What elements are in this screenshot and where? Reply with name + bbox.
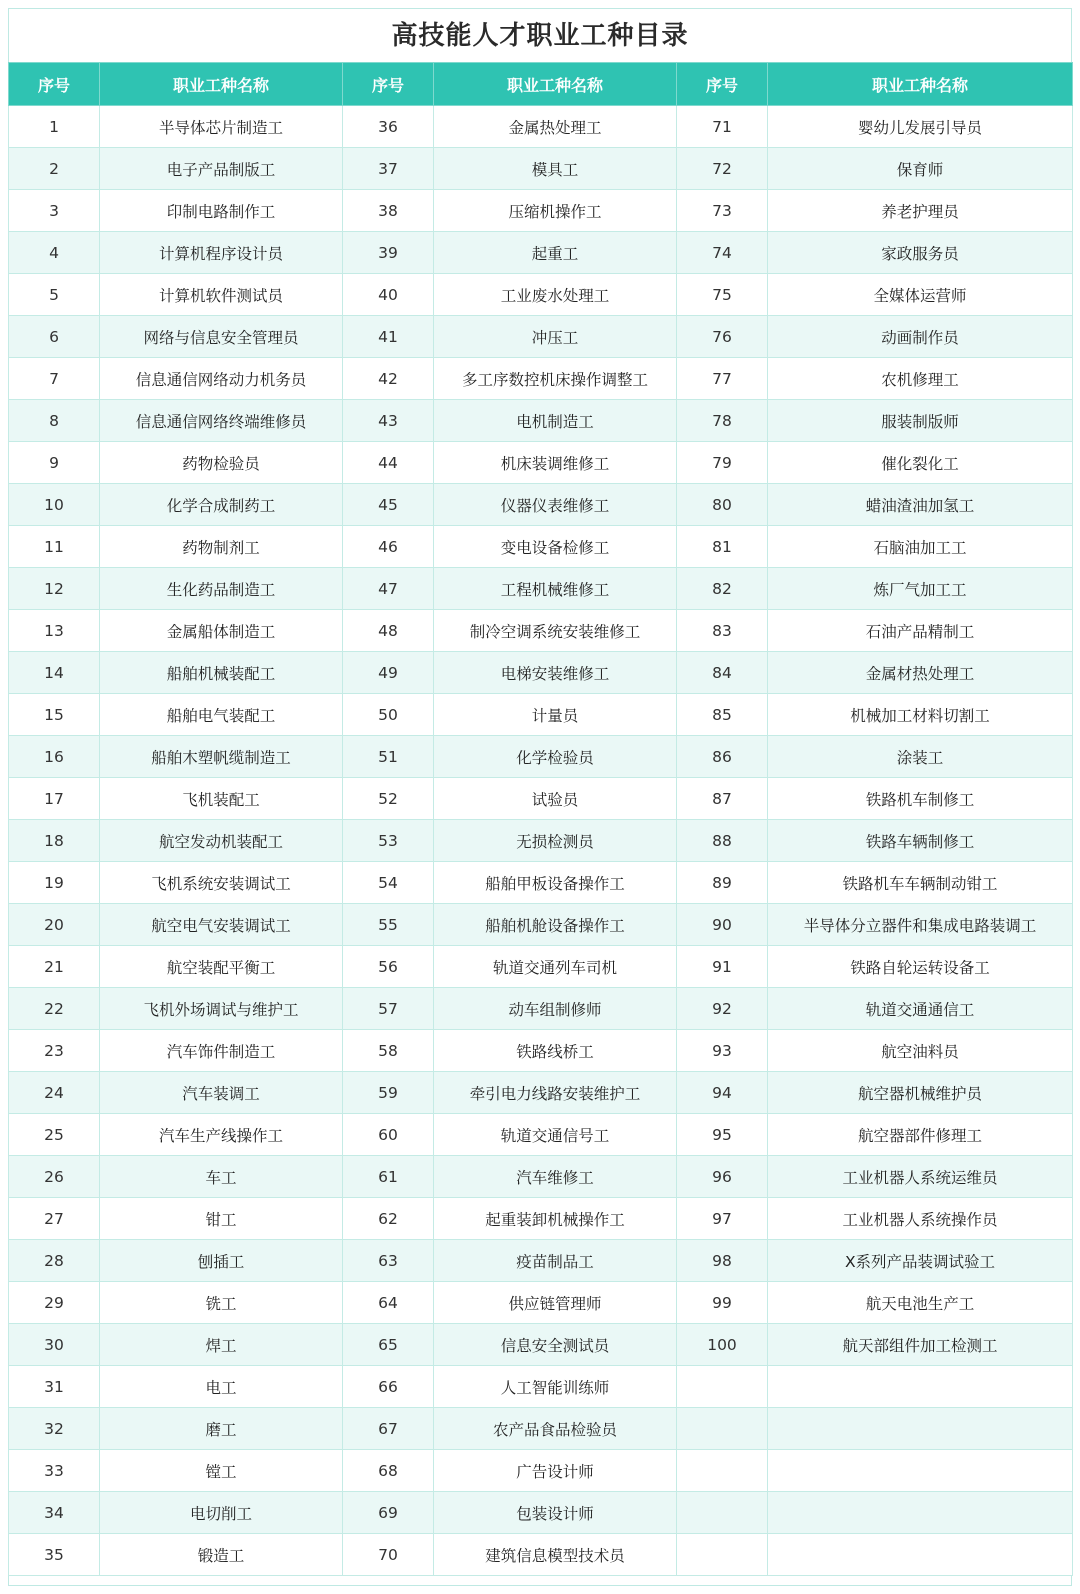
seq-cell: 12 <box>9 568 100 610</box>
job-name-cell: 工业机器人系统操作员 <box>768 1198 1073 1240</box>
job-name-cell: 计算机程序设计员 <box>100 232 343 274</box>
seq-cell: 19 <box>9 862 100 904</box>
job-name-cell: 建筑信息模型技术员 <box>434 1534 677 1576</box>
job-name-cell: 无损检测员 <box>434 820 677 862</box>
seq-cell: 70 <box>343 1534 434 1576</box>
seq-cell: 92 <box>677 988 768 1030</box>
seq-cell: 50 <box>343 694 434 736</box>
seq-cell: 63 <box>343 1240 434 1282</box>
job-name-cell: 包装设计师 <box>434 1492 677 1534</box>
seq-cell: 16 <box>9 736 100 778</box>
seq-cell: 34 <box>9 1492 100 1534</box>
job-name-cell: 石油产品精制工 <box>768 610 1073 652</box>
table-row <box>9 1240 1073 1282</box>
job-name-cell: 铁路自轮运转设备工 <box>768 946 1073 988</box>
job-name-cell: 药物制剂工 <box>100 526 343 568</box>
job-name-cell: 航天电池生产工 <box>768 1282 1073 1324</box>
seq-cell: 99 <box>677 1282 768 1324</box>
seq-cell: 59 <box>343 1072 434 1114</box>
job-name-cell: 人工智能训练师 <box>434 1366 677 1408</box>
table-row <box>9 610 1073 652</box>
job-name-cell: 机床装调维修工 <box>434 442 677 484</box>
job-name-cell: 养老护理员 <box>768 190 1073 232</box>
table-row <box>9 1030 1073 1072</box>
job-name-cell: 石脑油加工工 <box>768 526 1073 568</box>
seq-cell: 83 <box>677 610 768 652</box>
seq-cell: 26 <box>9 1156 100 1198</box>
seq-cell: 62 <box>343 1198 434 1240</box>
table-row <box>9 1282 1073 1324</box>
job-name-cell: 涂装工 <box>768 736 1073 778</box>
job-name-cell: 半导体分立器件和集成电路装调工 <box>768 904 1073 946</box>
seq-cell: 6 <box>9 316 100 358</box>
seq-cell: 68 <box>343 1450 434 1492</box>
job-name-cell: 化学合成制药工 <box>100 484 343 526</box>
job-name-cell: 轨道交通列车司机 <box>434 946 677 988</box>
seq-cell: 58 <box>343 1030 434 1072</box>
job-name-cell: 农机修理工 <box>768 358 1073 400</box>
job-name-cell: 航空装配平衡工 <box>100 946 343 988</box>
seq-cell: 1 <box>9 106 100 148</box>
job-name-cell: 信息通信网络终端维修员 <box>100 400 343 442</box>
seq-cell: 54 <box>343 862 434 904</box>
seq-cell: 86 <box>677 736 768 778</box>
job-name-cell: 制冷空调系统安装维修工 <box>434 610 677 652</box>
seq-cell: 76 <box>677 316 768 358</box>
seq-cell: 89 <box>677 862 768 904</box>
seq-cell: 64 <box>343 1282 434 1324</box>
table-row <box>9 400 1073 442</box>
table-row <box>9 316 1073 358</box>
seq-header: 序号 <box>9 63 100 106</box>
job-name-cell: 航空油料员 <box>768 1030 1073 1072</box>
table-row <box>9 862 1073 904</box>
seq-cell: 72 <box>677 148 768 190</box>
seq-cell: 78 <box>677 400 768 442</box>
job-name-cell: 工程机械维修工 <box>434 568 677 610</box>
seq-cell: 97 <box>677 1198 768 1240</box>
job-name-cell: 电切削工 <box>100 1492 343 1534</box>
job-name-cell: 航空器机械维护员 <box>768 1072 1073 1114</box>
seq-cell: 17 <box>9 778 100 820</box>
seq-cell: 90 <box>677 904 768 946</box>
seq-cell: 53 <box>343 820 434 862</box>
seq-cell <box>677 1492 768 1534</box>
job-name-cell: 网络与信息安全管理员 <box>100 316 343 358</box>
table-row <box>9 694 1073 736</box>
seq-cell: 49 <box>343 652 434 694</box>
job-name-cell <box>768 1408 1073 1450</box>
seq-cell: 40 <box>343 274 434 316</box>
seq-cell: 75 <box>677 274 768 316</box>
seq-cell: 93 <box>677 1030 768 1072</box>
job-name-cell: 船舶机舱设备操作工 <box>434 904 677 946</box>
seq-cell: 82 <box>677 568 768 610</box>
table-row <box>9 232 1073 274</box>
seq-cell: 87 <box>677 778 768 820</box>
job-name-cell: 船舶电气装配工 <box>100 694 343 736</box>
job-name-cell: 铁路车辆制修工 <box>768 820 1073 862</box>
seq-cell: 74 <box>677 232 768 274</box>
seq-cell: 44 <box>343 442 434 484</box>
name-header: 职业工种名称 <box>100 63 343 106</box>
seq-cell: 25 <box>9 1114 100 1156</box>
seq-cell: 36 <box>343 106 434 148</box>
seq-cell: 80 <box>677 484 768 526</box>
seq-cell: 29 <box>9 1282 100 1324</box>
job-name-cell: 磨工 <box>100 1408 343 1450</box>
job-name-cell: 刨插工 <box>100 1240 343 1282</box>
job-name-cell: 机械加工材料切割工 <box>768 694 1073 736</box>
job-name-cell: 生化药品制造工 <box>100 568 343 610</box>
seq-cell: 8 <box>9 400 100 442</box>
seq-cell: 41 <box>343 316 434 358</box>
seq-cell: 73 <box>677 190 768 232</box>
seq-cell: 23 <box>9 1030 100 1072</box>
seq-cell: 45 <box>343 484 434 526</box>
job-name-cell: 汽车装调工 <box>100 1072 343 1114</box>
job-name-cell: 信息安全测试员 <box>434 1324 677 1366</box>
name-header: 职业工种名称 <box>768 63 1073 106</box>
seq-cell: 43 <box>343 400 434 442</box>
table-row <box>9 652 1073 694</box>
table-row <box>9 1492 1073 1534</box>
seq-cell: 31 <box>9 1366 100 1408</box>
job-name-cell: 供应链管理师 <box>434 1282 677 1324</box>
job-name-cell: 铁路机车制修工 <box>768 778 1073 820</box>
job-name-cell: 起重工 <box>434 232 677 274</box>
table-row <box>9 1324 1073 1366</box>
seq-cell <box>677 1408 768 1450</box>
table-row <box>9 988 1073 1030</box>
seq-cell: 37 <box>343 148 434 190</box>
table-row <box>9 1534 1073 1576</box>
table-row <box>9 274 1073 316</box>
seq-cell: 47 <box>343 568 434 610</box>
seq-cell: 28 <box>9 1240 100 1282</box>
seq-cell: 51 <box>343 736 434 778</box>
seq-header: 序号 <box>677 63 768 106</box>
table-row <box>9 568 1073 610</box>
job-name-cell: 飞机系统安装调试工 <box>100 862 343 904</box>
job-name-cell: 计算机软件测试员 <box>100 274 343 316</box>
table-row <box>9 1450 1073 1492</box>
job-catalog-table <box>8 62 1073 1576</box>
job-name-cell: 汽车生产线操作工 <box>100 1114 343 1156</box>
seq-cell: 32 <box>9 1408 100 1450</box>
seq-cell: 27 <box>9 1198 100 1240</box>
seq-cell: 24 <box>9 1072 100 1114</box>
table-row <box>9 190 1073 232</box>
seq-cell: 10 <box>9 484 100 526</box>
job-name-cell: 电梯安装维修工 <box>434 652 677 694</box>
job-name-cell: 镗工 <box>100 1450 343 1492</box>
seq-cell: 95 <box>677 1114 768 1156</box>
table-row <box>9 946 1073 988</box>
seq-cell: 52 <box>343 778 434 820</box>
job-name-cell: 金属船体制造工 <box>100 610 343 652</box>
seq-cell: 14 <box>9 652 100 694</box>
table-row <box>9 1156 1073 1198</box>
table-row <box>9 904 1073 946</box>
job-name-cell <box>768 1492 1073 1534</box>
seq-cell: 88 <box>677 820 768 862</box>
job-name-cell: 飞机装配工 <box>100 778 343 820</box>
job-name-cell: 汽车维修工 <box>434 1156 677 1198</box>
name-header: 职业工种名称 <box>434 63 677 106</box>
seq-cell: 11 <box>9 526 100 568</box>
table-row <box>9 736 1073 778</box>
seq-cell: 22 <box>9 988 100 1030</box>
job-name-cell: 冲压工 <box>434 316 677 358</box>
catalog-sheet <box>8 8 1072 1586</box>
seq-cell: 96 <box>677 1156 768 1198</box>
table-row <box>9 484 1073 526</box>
seq-cell: 21 <box>9 946 100 988</box>
job-name-cell: 半导体芯片制造工 <box>100 106 343 148</box>
job-name-cell: 化学检验员 <box>434 736 677 778</box>
seq-cell: 57 <box>343 988 434 1030</box>
seq-cell: 13 <box>9 610 100 652</box>
seq-cell <box>677 1534 768 1576</box>
table-header-row <box>9 63 1073 106</box>
job-name-cell <box>768 1534 1073 1576</box>
seq-header: 序号 <box>343 63 434 106</box>
job-name-cell: 船舶机械装配工 <box>100 652 343 694</box>
seq-cell: 94 <box>677 1072 768 1114</box>
seq-cell: 46 <box>343 526 434 568</box>
job-name-cell: 工业废水处理工 <box>434 274 677 316</box>
seq-cell: 33 <box>9 1450 100 1492</box>
seq-cell: 69 <box>343 1492 434 1534</box>
job-name-cell: 电工 <box>100 1366 343 1408</box>
table-row <box>9 106 1073 148</box>
job-name-cell: 多工序数控机床操作调整工 <box>434 358 677 400</box>
job-name-cell: 炼厂气加工工 <box>768 568 1073 610</box>
job-name-cell: 航空发动机装配工 <box>100 820 343 862</box>
table-row <box>9 778 1073 820</box>
job-name-cell: 起重装卸机械操作工 <box>434 1198 677 1240</box>
job-name-cell: 轨道交通通信工 <box>768 988 1073 1030</box>
seq-cell: 4 <box>9 232 100 274</box>
job-name-cell: 仪器仪表维修工 <box>434 484 677 526</box>
seq-cell: 42 <box>343 358 434 400</box>
table-row <box>9 358 1073 400</box>
job-name-cell: 船舶木塑帆缆制造工 <box>100 736 343 778</box>
table-row <box>9 1408 1073 1450</box>
job-name-cell: 催化裂化工 <box>768 442 1073 484</box>
job-name-cell: 金属热处理工 <box>434 106 677 148</box>
seq-cell: 91 <box>677 946 768 988</box>
seq-cell: 55 <box>343 904 434 946</box>
seq-cell: 79 <box>677 442 768 484</box>
seq-cell: 15 <box>9 694 100 736</box>
seq-cell: 84 <box>677 652 768 694</box>
table-row <box>9 1114 1073 1156</box>
seq-cell <box>677 1450 768 1492</box>
seq-cell: 5 <box>9 274 100 316</box>
seq-cell: 77 <box>677 358 768 400</box>
job-name-cell: 铁路线桥工 <box>434 1030 677 1072</box>
seq-cell: 56 <box>343 946 434 988</box>
job-name-cell: 航空器部件修理工 <box>768 1114 1073 1156</box>
seq-cell: 67 <box>343 1408 434 1450</box>
job-name-cell: 工业机器人系统运维员 <box>768 1156 1073 1198</box>
job-name-cell: 印制电路制作工 <box>100 190 343 232</box>
seq-cell: 18 <box>9 820 100 862</box>
seq-cell: 60 <box>343 1114 434 1156</box>
job-name-cell: 蜡油渣油加氢工 <box>768 484 1073 526</box>
seq-cell: 38 <box>343 190 434 232</box>
seq-cell: 61 <box>343 1156 434 1198</box>
job-name-cell: 婴幼儿发展引导员 <box>768 106 1073 148</box>
table-row <box>9 1366 1073 1408</box>
job-name-cell: 船舶甲板设备操作工 <box>434 862 677 904</box>
job-name-cell: 农产品食品检验员 <box>434 1408 677 1450</box>
seq-cell: 30 <box>9 1324 100 1366</box>
job-name-cell: 车工 <box>100 1156 343 1198</box>
table-row <box>9 526 1073 568</box>
job-name-cell: 服装制版师 <box>768 400 1073 442</box>
job-name-cell: 保育师 <box>768 148 1073 190</box>
job-name-cell: 广告设计师 <box>434 1450 677 1492</box>
seq-cell: 7 <box>9 358 100 400</box>
seq-cell: 66 <box>343 1366 434 1408</box>
job-name-cell: 轨道交通信号工 <box>434 1114 677 1156</box>
seq-cell: 71 <box>677 106 768 148</box>
table-row <box>9 1198 1073 1240</box>
seq-cell: 9 <box>9 442 100 484</box>
table-row <box>9 1072 1073 1114</box>
table-row <box>9 442 1073 484</box>
job-name-cell: 试验员 <box>434 778 677 820</box>
job-name-cell: 计量员 <box>434 694 677 736</box>
seq-cell: 85 <box>677 694 768 736</box>
seq-cell: 48 <box>343 610 434 652</box>
job-name-cell: X系列产品装调试验工 <box>768 1240 1073 1282</box>
job-name-cell: 药物检验员 <box>100 442 343 484</box>
job-name-cell: 模具工 <box>434 148 677 190</box>
job-name-cell: 动画制作员 <box>768 316 1073 358</box>
job-name-cell: 信息通信网络动力机务员 <box>100 358 343 400</box>
job-name-cell <box>768 1450 1073 1492</box>
job-name-cell: 全媒体运营师 <box>768 274 1073 316</box>
seq-cell: 20 <box>9 904 100 946</box>
job-name-cell: 压缩机操作工 <box>434 190 677 232</box>
seq-cell <box>677 1366 768 1408</box>
table-row <box>9 148 1073 190</box>
job-name-cell: 牵引电力线路安装维护工 <box>434 1072 677 1114</box>
seq-cell: 3 <box>9 190 100 232</box>
page-title: 高技能人才职业工种目录 <box>391 21 689 51</box>
job-name-cell: 航天部组件加工检测工 <box>768 1324 1073 1366</box>
seq-cell: 35 <box>9 1534 100 1576</box>
job-name-cell: 锻造工 <box>100 1534 343 1576</box>
job-name-cell: 飞机外场调试与维护工 <box>100 988 343 1030</box>
job-name-cell: 金属材热处理工 <box>768 652 1073 694</box>
seq-cell: 81 <box>677 526 768 568</box>
job-name-cell: 变电设备检修工 <box>434 526 677 568</box>
job-name-cell: 铣工 <box>100 1282 343 1324</box>
job-name-cell: 航空电气安装调试工 <box>100 904 343 946</box>
job-name-cell <box>768 1366 1073 1408</box>
job-name-cell: 电机制造工 <box>434 400 677 442</box>
job-name-cell: 电子产品制版工 <box>100 148 343 190</box>
seq-cell: 100 <box>677 1324 768 1366</box>
job-name-cell: 焊工 <box>100 1324 343 1366</box>
job-name-cell: 动车组制修师 <box>434 988 677 1030</box>
job-name-cell: 汽车饰件制造工 <box>100 1030 343 1072</box>
job-name-cell: 疫苗制品工 <box>434 1240 677 1282</box>
seq-cell: 39 <box>343 232 434 274</box>
seq-cell: 2 <box>9 148 100 190</box>
job-name-cell: 家政服务员 <box>768 232 1073 274</box>
job-name-cell: 铁路机车车辆制动钳工 <box>768 862 1073 904</box>
seq-cell: 98 <box>677 1240 768 1282</box>
table-row <box>9 820 1073 862</box>
seq-cell: 65 <box>343 1324 434 1366</box>
job-name-cell: 钳工 <box>100 1198 343 1240</box>
